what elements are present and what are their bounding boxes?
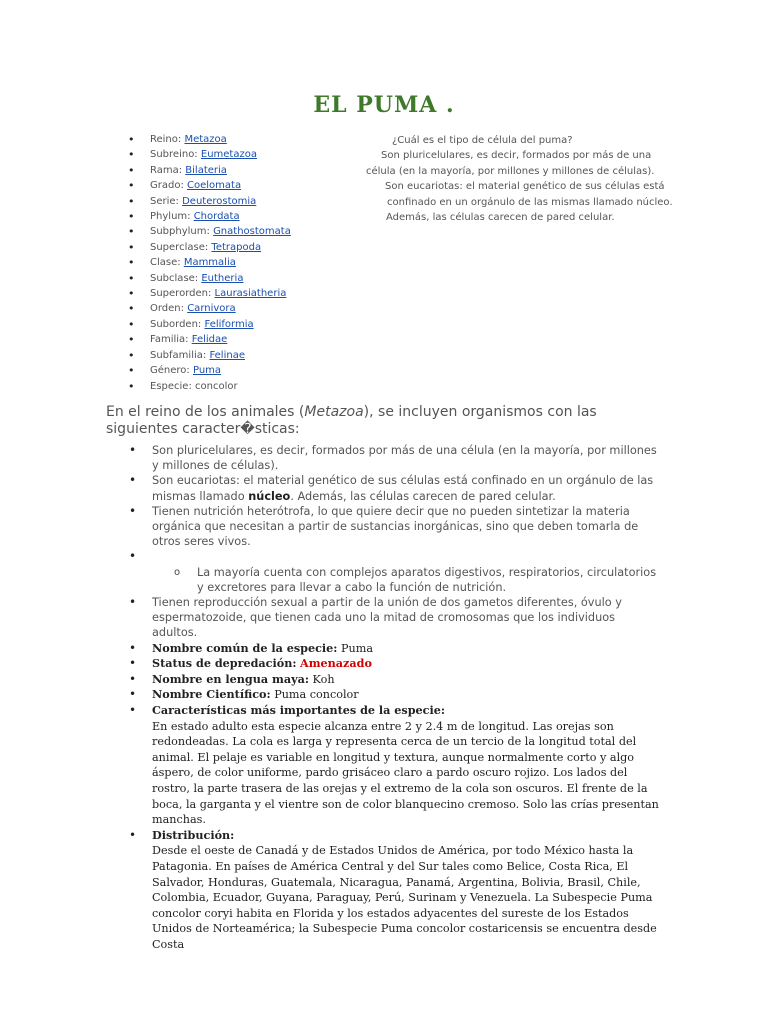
- list-item: • Tienen reproducción sexual a partir de la unión de dos gametos diferentes, óvulo y espermatozoide, que tienen cada uno la mitad de cromosomas que los individuos adultos.: [122, 595, 662, 641]
- status-label: Status de depredación:: [152, 656, 297, 671]
- common-name-item: [122, 641, 662, 657]
- taxonomy-item: [122, 379, 291, 394]
- list-item: • Son pluricelulares, es decir, formados por más de una célula (en la mayoría, por millones y millones de células).: [122, 443, 662, 473]
- taxonomy-link[interactable]: Deuterostomia: [182, 195, 257, 207]
- cell-text-line: Son pluricelulares, es decir, formados por más de una: [381, 150, 652, 162]
- status-item: [122, 656, 662, 672]
- list-item-empty: [122, 549, 662, 595]
- cell-text-line: Además, las células carecen de pared celular.: [386, 212, 615, 224]
- scientific-name-value: Puma concolor: [274, 688, 359, 702]
- features-text: En estado adulto esta especie alcanza entre 2 y 2.4 m de longitud. Las orejas son redondeadas. La cola es larga y representa cerca de un tercio de la longitud total del animal. El pelaje es variable en longitud y textura, aunque normalmente corto y algo áspero, de color uniforme, pardo grisáceo claro a pardo oscuro rojizo. Los lados del rostro, la parte trasera de las orejas y el extremo de la cola son oscuros. El frente de la boca, la garganta y el vientre son de color blanquecino cremoso. Solo las crías presentan manchas.: [152, 719, 659, 827]
- taxonomy-label: Familia:: [150, 334, 189, 346]
- taxonomy-label: Subfamilia:: [150, 349, 207, 361]
- intro-before: En el reino de los animales (: [106, 404, 305, 420]
- taxonomy-item: [122, 271, 291, 286]
- taxonomy-link[interactable]: Feliformia: [204, 318, 254, 330]
- taxonomy-item: [122, 194, 291, 209]
- taxonomy-label: Subclase:: [150, 272, 199, 284]
- taxonomy-item: [122, 240, 291, 255]
- taxonomy-item: [122, 209, 291, 224]
- taxonomy-label: Subphylum:: [150, 226, 210, 238]
- intro-after: ), se incluyen organismos con las siguientes caracter�sticas:: [106, 404, 597, 437]
- taxonomy-value: concolor: [195, 380, 238, 392]
- taxonomy-label: Superorden:: [150, 288, 212, 300]
- taxonomy-item: [122, 132, 291, 147]
- taxonomy-link[interactable]: Gnathostomata: [213, 226, 291, 238]
- maya-name-item: [122, 672, 662, 688]
- cell-text-line: célula (en la mayoría, por millones y millones de células).: [366, 165, 655, 177]
- taxonomy-label: Rama:: [150, 164, 183, 176]
- scientific-name-label: Nombre Científico:: [152, 687, 271, 702]
- features-label: Características más importantes de la especie:: [152, 703, 445, 718]
- taxonomy-link[interactable]: Felinae: [209, 349, 245, 361]
- list-item: • Tienen nutrición heterótrofa, lo que quiere decir que no pueden sintetizar la materia orgánica que necesitan a partir de sustancias inorgánicas, sino que deben tomarla de otros seres vivos.: [122, 504, 662, 550]
- taxonomy-item: [122, 332, 291, 347]
- cell-text-line: Son eucariotas: el material genético de sus células está: [385, 181, 665, 193]
- taxonomy-item: [122, 286, 291, 301]
- taxonomy-label: Género:: [150, 365, 190, 377]
- taxonomy-link[interactable]: Metazoa: [184, 134, 227, 145]
- taxonomy-link[interactable]: Carnivora: [187, 303, 236, 315]
- cell-question: ¿Cuál es el tipo de célula del puma?: [392, 135, 573, 146]
- taxonomy-link[interactable]: Laurasiatheria: [214, 288, 287, 300]
- page-title: EL PUMA .: [313, 92, 455, 118]
- taxonomy-list: [122, 132, 291, 394]
- taxonomy-item: [122, 363, 291, 378]
- taxonomy-item: [122, 348, 291, 363]
- intro-italic: Metazoa: [304, 404, 364, 420]
- cell-text-line: confinado en un orgánulo de las mismas llamado núcleo.: [387, 196, 673, 208]
- taxonomy-item: [122, 255, 291, 270]
- taxonomy-link[interactable]: Mammalia: [183, 257, 236, 269]
- taxonomy-label: Grado:: [150, 180, 184, 192]
- taxonomy-link[interactable]: Eutheria: [201, 272, 244, 284]
- taxonomy-item: [122, 224, 291, 239]
- status-value: Amenazado: [300, 656, 372, 671]
- features-item: [122, 703, 662, 828]
- sub-list-item: o • La mayoría cuenta con complejos aparatos digestivos, respiratorios, circulatorios y excretores para llevar a cabo la función de nutrición.: [152, 565, 662, 595]
- distribution-text: Desde el oeste de Canadá y de Estados Unidos de América, por todo México hasta la Patagonia. En países de América Central y del Sur tales como Belice, Costa Rica, El Salvador, Honduras, Guatemala, Nicaragua, Panamá, Argentina, Bolivia, Brasil, Chile, Colombia, Ecuador, Guyana, Paraguay, Perú, Surinam y Venezuela. La Subespecie Puma concolor coryi habita en Florida y los estados adyacentes del sureste de los Estados Unidos de Norteamérica; la Subespecie Puma concolor costaricensis se encuentra desde Costa: [152, 844, 657, 951]
- taxonomy-link[interactable]: Coelomata: [187, 180, 242, 192]
- taxonomy-item: [122, 147, 291, 162]
- distribution-item: [122, 828, 662, 953]
- taxonomy-link[interactable]: Tetrapoda: [211, 241, 262, 253]
- nucleo-bold: núcleo: [248, 489, 291, 503]
- scientific-name-item: [122, 687, 662, 703]
- eucariotas-text: Son eucariotas: el material genético de sus células está confinado en un orgánulo de las mismas llamado: [152, 474, 654, 503]
- taxonomy-label: Phylum:: [150, 211, 191, 223]
- taxonomy-label: Reino:: [150, 134, 182, 145]
- taxonomy-link[interactable]: Eumetazoa: [200, 149, 257, 161]
- taxonomy-item: [122, 178, 291, 193]
- intro-paragraph: [106, 404, 666, 438]
- sub-list: [152, 565, 662, 595]
- distribution-label: Distribución:: [152, 827, 235, 842]
- characteristics-list: [122, 443, 662, 953]
- taxonomy-label: Serie:: [150, 195, 179, 207]
- taxonomy-item: [122, 163, 291, 178]
- maya-name-value: Koh: [312, 672, 335, 686]
- common-name-label: Nombre común de la especie:: [152, 640, 338, 655]
- taxonomy-link[interactable]: Chordata: [193, 211, 240, 223]
- taxonomy-link[interactable]: Felidae: [191, 334, 228, 346]
- taxonomy-item: [122, 301, 291, 316]
- taxonomy-label: Superclase:: [150, 241, 209, 253]
- taxonomy-item: [122, 317, 291, 332]
- maya-name-label: Nombre en lengua maya:: [152, 671, 309, 686]
- list-item: [122, 473, 662, 503]
- taxonomy-label: Subreino:: [150, 149, 198, 161]
- cell-type-block: [362, 133, 672, 225]
- eucariotas-text-end: . Además, las células carecen de pared celular.: [290, 489, 556, 503]
- taxonomy-label: Clase:: [150, 257, 181, 269]
- taxonomy-label: Orden:: [150, 303, 185, 315]
- taxonomy-link[interactable]: Bilateria: [185, 164, 227, 176]
- common-name-value: Puma: [341, 641, 374, 655]
- taxonomy-link[interactable]: Puma: [192, 365, 222, 377]
- taxonomy-label: Especie:: [150, 380, 192, 392]
- taxonomy-label: Suborden:: [150, 318, 202, 330]
